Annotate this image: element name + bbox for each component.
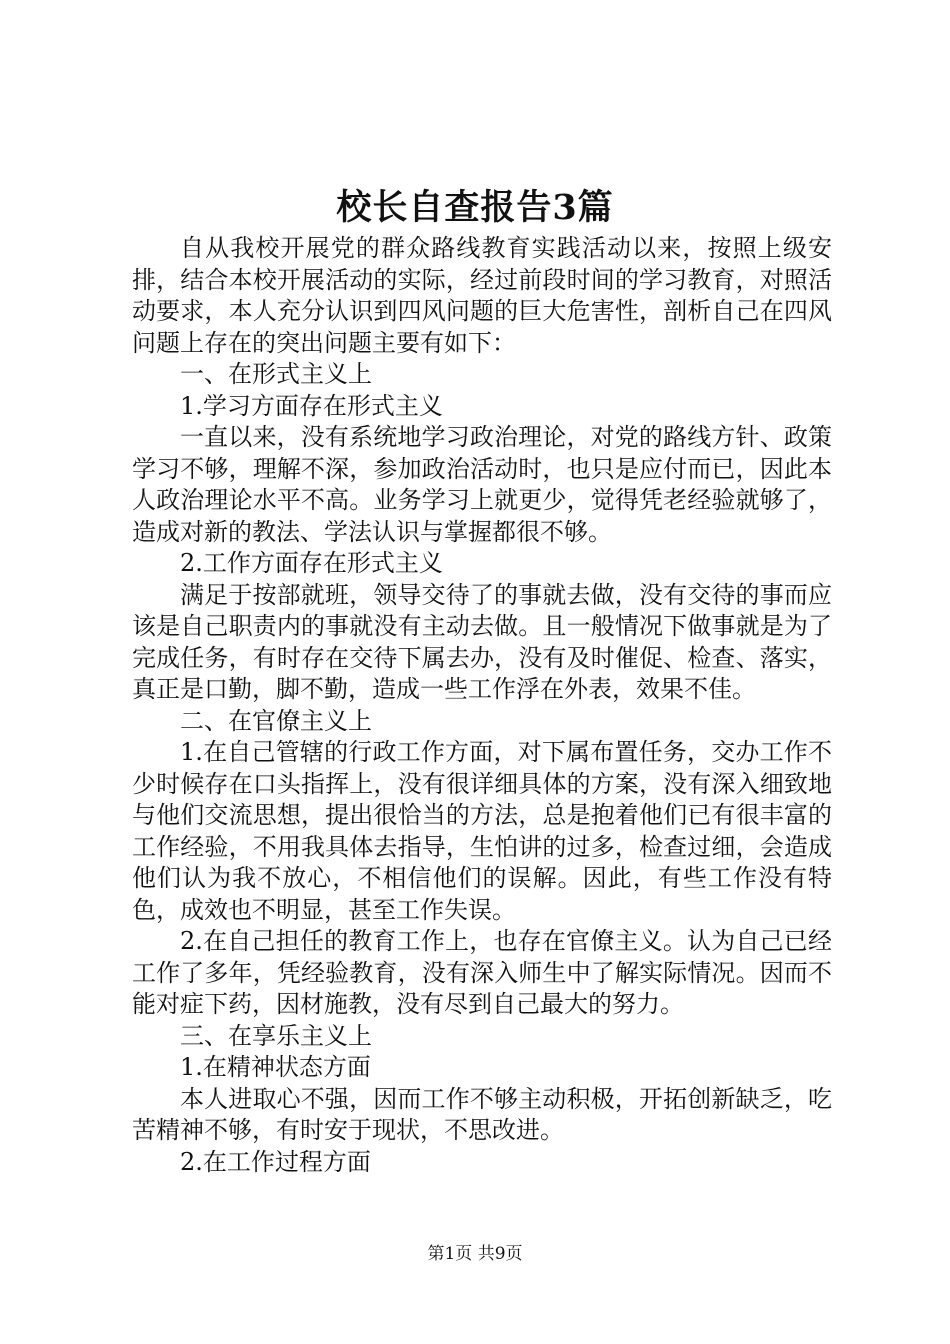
paragraph-administrative-work: 1.在自己管辖的行政工作方面，对下属布置任务，交办工作不少时候存在口头指挥上，没有很详细具体的方案，没有深入细致地与他们交流思想，提出很恰当的方法，总是抱着他们已有很丰富的工作经验，不用我具体去指导，生怕讲的过多，检查过细，会造成他们认为我不放心，不相信他们的误解。因此，有些工作没有特色，成效也不明显，甚至工作失误。 [132, 738, 832, 924]
paragraph-teaching-work: 2.在自己担任的教育工作上，也存在官僚主义。认为自己已经工作了多年，凭经验教育，没有深入师生中了解实际情况。因而不能对症下药，因材施教，没有尽到自己最大的努力。 [132, 927, 832, 1018]
section-heading-bureaucratism: 二、在官僚主义上 [180, 706, 372, 735]
paragraph-study-formalism: 一直以来，没有系统地学习政治理论，对党的路线方针、政策学习不够，理解不深，参加政治活动时，也只是应付而已，因此本人政治理论水平不高。业务学习上就更少，觉得凭老经验就够了，造成对新的教法、学法认识与掌握都很不够。 [132, 423, 832, 546]
section-heading-formalism: 一、在形式主义上 [180, 360, 372, 388]
subheading-study-formalism: 1.学习方面存在形式主义 [180, 391, 443, 420]
paragraph-mental-state: 本人进取心不强，因而工作不够主动积极，开拓创新缺乏，吃苦精神不够，有时安于现状，不思改进。 [132, 1084, 832, 1144]
document-body [132, 233, 832, 1178]
paragraph-intro: 自从我校开展党的群众路线教育实践活动以来，按照上级安排，结合本校开展活动的实际，经过前段时间的学习教育，对照活动要求，本人充分认识到四风问题的巨大危害性，剖析自己在四风问题上存在的突出问题主要有如下： [132, 234, 832, 357]
subheading-work-formalism: 2.工作方面存在形式主义 [180, 549, 443, 577]
paragraph-work-formalism: 满足于按部就班，领导交待了的事就去做，没有交待的事而应该是自己职责内的事就没有主动去做。且一般情况下做事就是为了完成任务，有时存在交待下属去办，没有及时催促、检查、落实，真正是口勤，脚不勤，造成一些工作浮在外表，效果不佳。 [132, 580, 832, 703]
subheading-mental-state: 1.在精神状态方面 [180, 1053, 371, 1081]
subheading-work-process: 2.在工作过程方面 [180, 1147, 371, 1176]
document-title: 校长自查报告3篇 [336, 187, 614, 228]
section-heading-hedonism: 三、在享乐主义上 [180, 1021, 372, 1050]
page-footer: 第1页 共9页 [427, 1244, 523, 1264]
